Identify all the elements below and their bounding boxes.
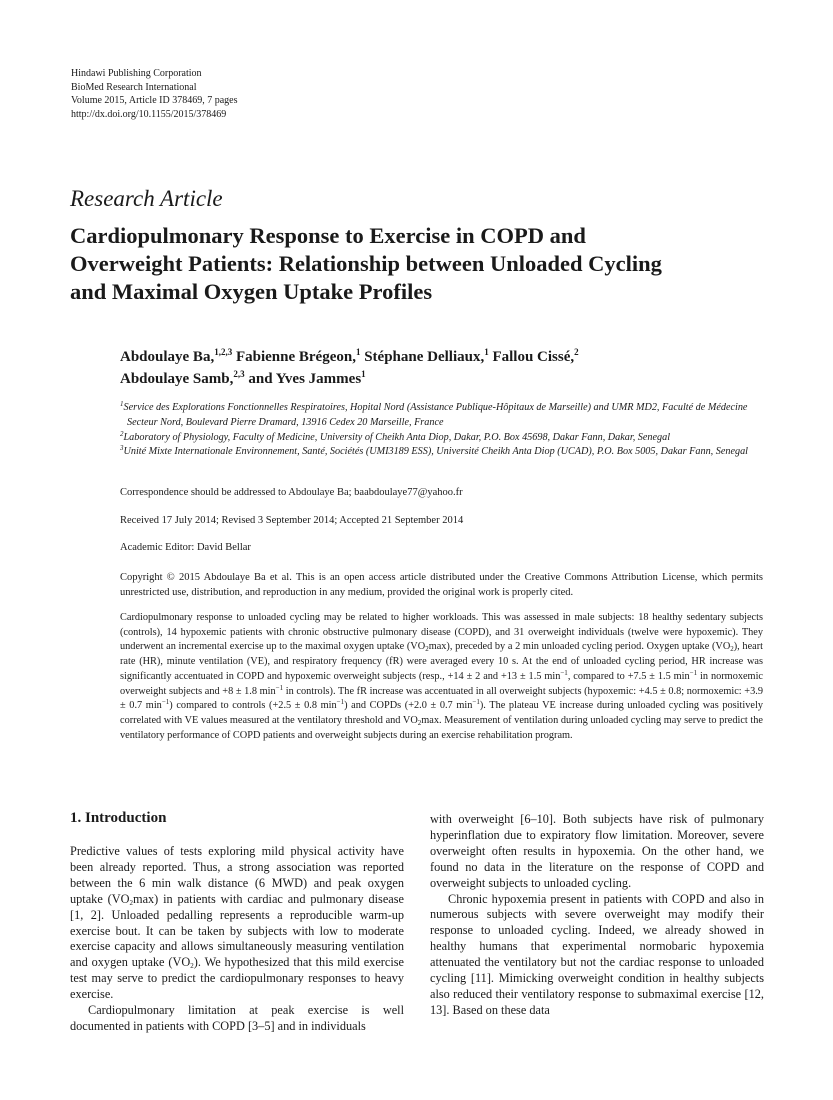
- journal-name: BioMed Research International: [71, 81, 197, 93]
- author-affil-mark: 2: [574, 347, 579, 357]
- paragraph: Cardiopulmonary limitation at peak exercise is well documented in patients with COPD [3–5] and in individuals: [70, 1003, 404, 1033]
- title-line: and Maximal Oxygen Uptake Profiles: [70, 279, 433, 304]
- affiliation: $^2$Laboratory of Physiology, Faculty of Medicine, University of Cheikh Anta Diop, Dakar, P.O. Box 45698, Dakar Fann, Dakar, Senegal: [120, 429, 671, 443]
- copyright-notice: Copyright © 2015 Abdoulaye Ba et al. This is an open access article distributed under the Creative Commons Attribution License, which permits unrestricted use, distribution, and reproduction in any medium, provided the original work is properly cited.: [120, 572, 763, 598]
- paragraph: Chronic hypoxemia present in patients with COPD and also in numerous subjects with severe overweight may modify their response to unloaded cycling. Indeed, we already showed in healthy humans that experimental normobaric hypoxemia attenuated the ventilatory but not the cardiac response to unloaded cycling [11]. Mimicking overweight condition in healthy subjects also reduced their ventilatory response to submaximal exercise [12, 13]. Based on these data: [430, 891, 764, 1017]
- author: Abdoulaye Samb,: [120, 371, 234, 387]
- abstract: Cardiopulmonary response to unloaded cycling may be related to higher workloads. This was assessed in male subjects: 18 healthy sedentary subjects (controls), 14 hypoxemic patients with chronic obstructive pulmonary disease (COPD), and 31 overweight individuals (twelve were hypoxemic). They underwent an incremental exercise up to the maximal oxygen uptake $(VO_2\max)$, preceded by a 2 min unloaded cycling period. Oxygen uptake $(VO_2)$, heart rate (HR), minute ventilation (VE), and respiratory frequency (fR) were averaged every 10 s. At the end of unloaded cycling period, HR increase was significantly accentuated in COPD and hypoxemic overweight subjects (resp., +14 ± 2 and +13 ± 1.5 $\min^{-1}$, compared to +7.5 ± 1.5 $\min^{-1}$ in normoxemic overweight subjects and +8 ± 1.8 $\min^{-1}$ in controls). The fR increase was accentuated in all overweight subjects (hypoxemic: +4.5 ± 0.8; normoxemic: +3.9 ± 0.7 $\min^{-1}$) compared to controls (+2.5 ± 0.8 $\min^{-1}$) and COPDs (+2.0 ± 0.7 $\min^{-1}$). The plateau VE increase during unloaded cycling was positively correlated with VE values measured at the ventilatory threshold and $VO_2\max$. Measurement of ventilation during unloaded cycling may serve to predict the ventilatory performance of COPD patients and overweight subjects during an exercise rehabilitation program.: [120, 612, 764, 741]
- author-affil-mark: 1,2,3: [214, 347, 233, 357]
- doi-link[interactable]: http://dx.doi.org/10.1155/2015/378469: [71, 108, 227, 120]
- author-affil-mark: 2,3: [233, 369, 245, 379]
- volume-line: Volume 2015, Article ID 378469, 7 pages: [71, 95, 238, 106]
- author-affil-mark: 1: [355, 347, 361, 357]
- author: Stéphane Delliaux,: [364, 349, 485, 365]
- correspondence: Correspondence should be addressed to Abdoulaye Ba; baabdoulaye77@yahoo.fr: [120, 487, 463, 498]
- article-title: [70, 222, 770, 306]
- publisher: Hindawi Publishing Corporation: [71, 68, 202, 79]
- affiliations: [120, 401, 780, 460]
- publication-dates: Received 17 July 2014; Revised 3 September 2014; Accepted 21 September 2014: [120, 515, 464, 526]
- author: Fallou Cissé,: [492, 349, 575, 365]
- intro-column-right: [430, 812, 764, 1019]
- journal-header: [71, 67, 237, 121]
- author-affil-mark: 1: [484, 347, 489, 357]
- intro-column-left: [70, 844, 404, 1035]
- author: Fabienne Brégeon,: [235, 349, 356, 365]
- affiliation: $^3$Unité Mixte Internationale Environnement, Santé, Sociétés (UMI3189 ESS), Université Cheikh Anta Diop (UCAD), P.O. Box 5005, Dakar Fann, Senegal: [120, 444, 749, 458]
- paragraph: with overweight [6–10]. Both subjects have risk of pulmonary hyperinflation due to expiratory flow limitation. Moreover, severe overweight often results in hypoxemia. On the other hand, we found no data in the literature on the response of COPD and overweight subjects to unloaded cycling.: [430, 812, 764, 890]
- academic-editor: Academic Editor: David Bellar: [120, 542, 251, 553]
- article-type: Research Article: [70, 186, 223, 211]
- author: and Yves Jammes: [248, 371, 362, 387]
- section-heading-introduction: 1. Introduction: [70, 810, 167, 826]
- title-line: Overweight Patients: Relationship between Unloaded Cycling: [70, 251, 662, 276]
- paragraph: Predictive values of tests exploring mild physical activity have been already reported. Thus, a strong association was reported between the 6 min walk distance (6 MWD) and peak oxygen uptake $(VO_2\max)$ in patients with cardiac and pulmonary disease [1, 2]. Unloaded pedalling represents a reproducible warm-up exercise bout. It can be taken by subjects with low to moderate exercise capacity and allows simultaneously measuring ventilation and oxygen uptake $(VO_2)$. We hypothesized that this mild exercise test may serve to predict the cardiopulmonary responses to heavy exercise.: [70, 844, 404, 1002]
- author-list: [120, 346, 780, 390]
- author: Abdoulaye Ba,: [120, 349, 215, 365]
- author-affil-mark: 1: [361, 369, 366, 379]
- title-line: Cardiopulmonary Response to Exercise in COPD and: [70, 223, 586, 248]
- affiliation: $^1$Service des Explorations Fonctionnelles Respiratoires, Hopital Nord (Assistance Publique-Hôpitaux de Marseille) and UMR MD2, Faculté de Médecine Secteur Nord, Boulevard Pierre Dramard, 13916 Cedex 20 Marseille, France: [120, 400, 748, 428]
